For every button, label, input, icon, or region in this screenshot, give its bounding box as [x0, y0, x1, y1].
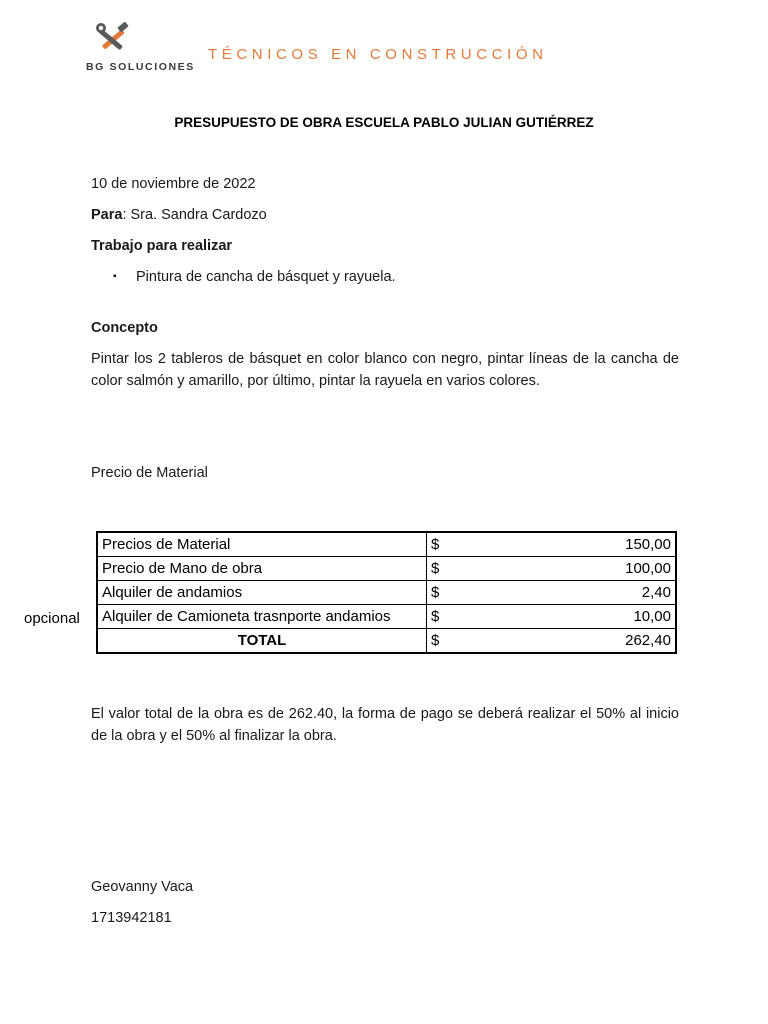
- table-row: [97, 557, 676, 581]
- row-currency: $: [427, 605, 466, 629]
- row-label: Precios de Material: [97, 532, 427, 557]
- table-row: [97, 581, 676, 605]
- bullet-icon: ▪: [113, 271, 117, 282]
- row-label: Alquiler de andamios: [97, 581, 427, 605]
- total-currency: $: [427, 629, 466, 654]
- row-currency: $: [427, 557, 466, 581]
- table-row: [97, 605, 676, 629]
- row-currency: $: [427, 532, 466, 557]
- total-row: [97, 629, 676, 654]
- material-label: Precio de Material: [91, 465, 208, 481]
- price-table: [96, 531, 677, 654]
- row-currency: $: [427, 581, 466, 605]
- tools-icon: [92, 22, 132, 58]
- row-amount: 100,00: [465, 557, 676, 581]
- row-label: Precio de Mano de obra: [97, 557, 427, 581]
- recipient-name: : Sra. Sandra Cardozo: [122, 207, 267, 223]
- work-heading: Trabajo para realizar: [91, 238, 233, 254]
- document-date: 10 de noviembre de 2022: [91, 176, 256, 192]
- total-label: TOTAL: [97, 629, 427, 654]
- row-label: Alquiler de Camioneta trasnporte andamios: [97, 605, 427, 629]
- signer-name: Geovanny Vaca: [91, 879, 194, 895]
- optional-note: opcional: [24, 610, 80, 627]
- recipient-label: Para: [91, 207, 123, 223]
- logo-text: BG SOLUCIONES: [86, 61, 195, 73]
- signer-id: 1713942181: [91, 910, 172, 926]
- row-amount: 10,00: [465, 605, 676, 629]
- total-amount: 262,40: [465, 629, 676, 654]
- row-amount: 150,00: [465, 532, 676, 557]
- company-tagline: TÉCNICOS EN CONSTRUCCIÓN: [208, 46, 548, 63]
- concept-heading: Concepto: [91, 320, 158, 336]
- document-title: PRESUPUESTO DE OBRA ESCUELA PABLO JULIAN GUTIÉRREZ: [174, 115, 594, 130]
- work-item: Pintura de cancha de básquet y rayuela.: [136, 269, 396, 285]
- concept-text: Pintar los 2 tableros de básquet en color blanco con negro, pintar líneas de la cancha de color salmón y amarillo, por último, pintar la rayuela en varios colores.: [91, 351, 679, 389]
- summary-text: El valor total de la obra es de 262.40, la forma de pago se deberá realizar el 50% al inicio de la obra y el 50% al finalizar la obra.: [91, 706, 679, 744]
- row-amount: 2,40: [465, 581, 676, 605]
- company-logo: [86, 22, 195, 78]
- table-row: [97, 532, 676, 557]
- recipient-line: [91, 207, 267, 223]
